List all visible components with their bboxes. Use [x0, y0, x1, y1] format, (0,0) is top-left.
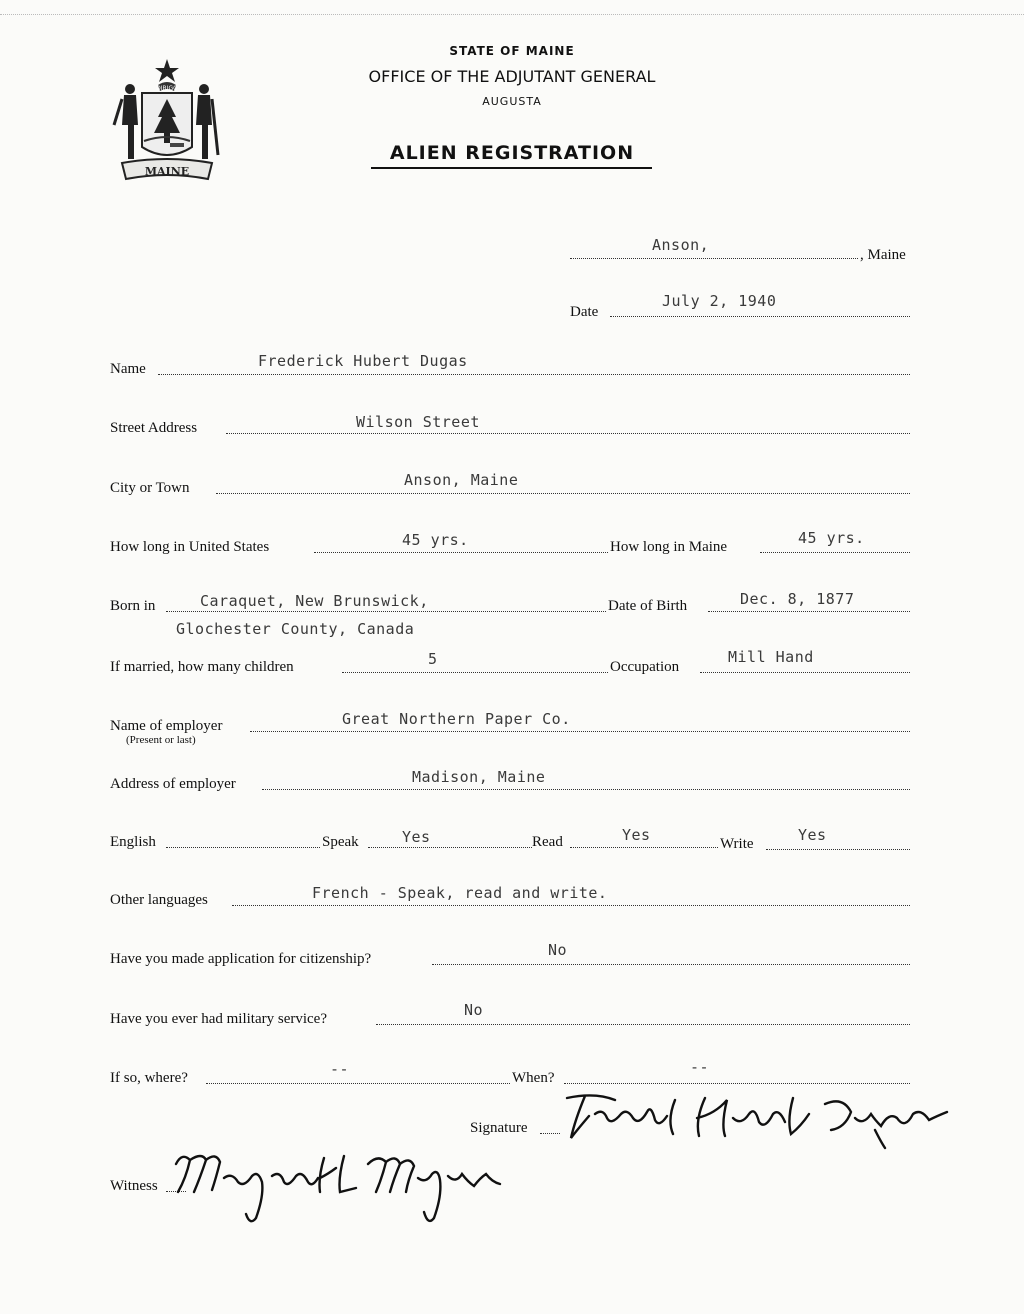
- military-value: No: [464, 1001, 484, 1019]
- military-line: [376, 1024, 910, 1025]
- date-of-birth-line: [708, 611, 910, 612]
- born-in-value: Caraquet, New Brunswick,: [200, 592, 429, 610]
- write-label: Write: [720, 836, 754, 852]
- svg-text:Frederick Hubert Dugas: Frederick Hubert Dugas: [557, 1086, 567, 1087]
- where-line: [206, 1083, 510, 1084]
- employer-sublabel: (Present or last): [126, 734, 196, 746]
- write-value: Yes: [798, 826, 827, 844]
- witness-label: Witness: [110, 1178, 158, 1194]
- date-value: July 2, 1940: [662, 292, 777, 310]
- speak-label: Speak: [322, 834, 359, 850]
- write-line: [766, 849, 910, 850]
- svg-text:MAINE: MAINE: [144, 165, 190, 178]
- citizenship-line: [432, 964, 910, 965]
- maine-state-seal: [108, 55, 226, 190]
- other-languages-label: Other languages: [110, 892, 208, 908]
- city-label: City or Town: [110, 480, 190, 496]
- signature-handwriting: [555, 1086, 965, 1150]
- other-languages-line: [232, 905, 910, 906]
- employer-label: Name of employer: [110, 718, 223, 734]
- where-label: If so, where?: [110, 1070, 188, 1086]
- how-long-us-line: [314, 552, 608, 553]
- city-heading: AUGUSTA: [482, 95, 542, 108]
- title-underline: [371, 167, 652, 169]
- occupation-line: [700, 672, 910, 673]
- employer-address-value: Madison, Maine: [412, 768, 546, 786]
- how-long-maine-label: How long in Maine: [610, 539, 728, 555]
- svg-text:DIRIGO: DIRIGO: [156, 85, 178, 92]
- scan-top-edge: [0, 0, 1024, 15]
- when-label: When?: [512, 1070, 555, 1086]
- name-line: [158, 374, 910, 375]
- read-label: Read: [532, 834, 563, 850]
- children-line: [342, 672, 608, 673]
- how-long-us-label: How long in United States: [110, 539, 270, 555]
- employer-address-label: Address of employer: [110, 776, 236, 792]
- speak-value: Yes: [402, 828, 431, 846]
- other-languages-value: French - Speak, read and write.: [312, 884, 608, 902]
- street-address-value: Wilson Street: [356, 413, 480, 431]
- when-value: --: [690, 1058, 710, 1076]
- name-value: Frederick Hubert Dugas: [258, 352, 468, 370]
- place-value: Anson,: [652, 236, 710, 254]
- occupation-value: Mill Hand: [728, 648, 814, 666]
- date-line: [610, 316, 910, 317]
- place-line: [570, 258, 858, 259]
- place-suffix: , Maine: [860, 247, 906, 263]
- employer-line: [250, 731, 910, 732]
- page-title: ALIEN REGISTRATION: [389, 142, 635, 164]
- date-label: Date: [570, 304, 599, 320]
- how-long-us-value: 45 yrs.: [402, 531, 469, 549]
- state-heading: STATE OF MAINE: [449, 44, 575, 58]
- english-line: [166, 847, 320, 848]
- name-label: Name: [110, 361, 146, 377]
- born-in-label: Born in: [110, 598, 156, 614]
- citizenship-label: Have you made application for citizenship?: [110, 951, 372, 967]
- born-in-line: [166, 611, 606, 612]
- citizenship-value: No: [548, 941, 568, 959]
- children-value: 5: [428, 650, 438, 668]
- witness-handwriting: [168, 1148, 508, 1228]
- occupation-label: Occupation: [610, 659, 680, 675]
- date-of-birth-value: Dec. 8, 1877: [740, 590, 855, 608]
- street-address-label: Street Address: [110, 420, 198, 436]
- speak-line: [368, 847, 532, 848]
- how-long-maine-value: 45 yrs.: [798, 529, 865, 547]
- signature-label: Signature: [470, 1120, 528, 1136]
- employer-value: Great Northern Paper Co.: [342, 710, 571, 728]
- street-address-line: [226, 433, 910, 434]
- children-label: If married, how many children: [110, 659, 294, 675]
- city-line: [216, 493, 910, 494]
- employer-address-line: [262, 789, 910, 790]
- where-value: --: [330, 1060, 350, 1078]
- how-long-maine-line: [760, 552, 910, 553]
- military-label: Have you ever had military service?: [110, 1011, 327, 1027]
- born-in-value-line2: Glochester County, Canada: [176, 620, 415, 638]
- when-line: [564, 1083, 910, 1084]
- city-value: Anson, Maine: [404, 471, 519, 489]
- english-label: English: [110, 834, 156, 850]
- office-heading: OFFICE OF THE ADJUTANT GENERAL: [368, 67, 656, 86]
- read-value: Yes: [622, 826, 651, 844]
- read-line: [570, 847, 718, 848]
- date-of-birth-label: Date of Birth: [608, 598, 688, 614]
